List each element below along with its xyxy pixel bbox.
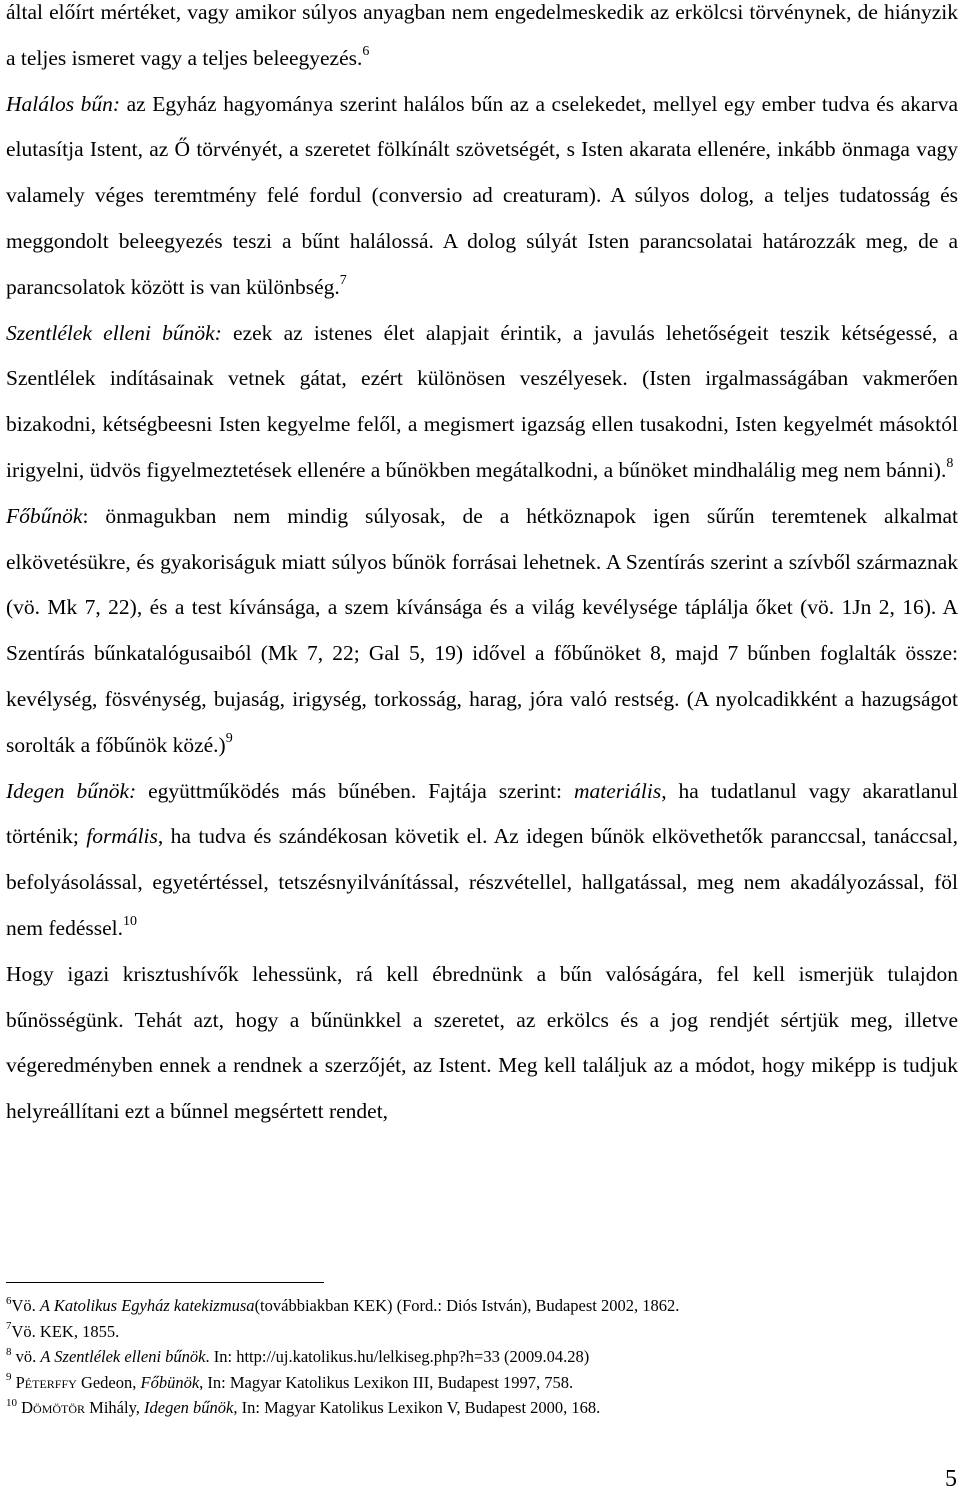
footnote-number: 8 [6,1345,12,1358]
paragraph-text: által előírt mértéket, vagy amikor súlyos anyagban nem engedelmeskedik az erkölcsi törvénynek, de hiányzik a teljes ismeret vagy a teljes beleegyezés. [6,0,958,70]
citation-title: Idegen bűnök [144,1398,234,1418]
footnote-separator [6,1282,324,1283]
page-number: 5 [945,1466,957,1492]
paragraph-sins-against-holy-spirit [6,311,958,494]
footnote-7 [6,1319,958,1345]
citation-author: Péterffy [15,1372,77,1392]
footnote-ref: 8 [946,455,954,471]
paragraph-conclusion [6,952,958,1135]
footnote-ref: 9 [225,730,233,746]
paragraph-mortal-sin [6,82,958,311]
term-heading: Főbűnök [6,503,83,528]
footnote-8 [6,1344,958,1370]
emphasis-term: formális [86,824,158,849]
emphasis-term: materiális [573,778,662,803]
paragraph-text: , ha tudva és szándékosan követik el. Az idegen bűnök elkövethetők paranccsal, tanáccsal, befolyásolással, egyetértéssel, tetszésnyilvánítással, részvétellel, hallgatással, meg nem akadályozással, föl nem fedéssel. [6,824,958,940]
footnote-text: , In: Magyar Katolikus Lexikon V, Budapest 2000, 168. [233,1398,601,1418]
footnote-text: Mihály, [85,1398,145,1418]
paragraph-text: az Egyház hagyománya szerint halálos bűn az a cselekedet, mellyel egy ember tudva és akarva elutasítja Istent, az Ő törvényét, a szeretet fölkínált szövetségét, s Isten akarata ellenére, inkább önmaga vagy valamely véges teremtmény felé fordul (conversio ad creaturam). A súlyos dolog, a teljes tudatosság és meggondolt beleegyezés teszi a bűnt halálossá. A dolog súlyát Isten parancsolatai határozzák meg, de a parancsolatok között is van különbség. [6,91,958,299]
paragraph-text: együttműködés más bűnében. Fajtája szerint: [136,778,574,803]
citation-title: A Szentlélek elleni bűnök [40,1347,206,1367]
footnote-ref: 7 [339,272,347,288]
citation-title: A Katolikus Egyház katekizmusa [39,1296,255,1315]
footnote-text: vö. [15,1347,41,1367]
footnote-ref: 6 [362,43,370,59]
paragraph-mortal-sin-intro [6,0,958,82]
term-heading: Halálos bűn: [6,91,121,116]
footnote-number: 10 [6,1396,17,1409]
footnotes [6,1293,958,1421]
footnote-number: 7 [6,1320,12,1333]
footnote-text: Vö. KEK, 1855. [11,1321,120,1341]
footnote-ref: 10 [123,913,138,929]
body-text [6,0,958,1135]
paragraph-text: : önmagukban nem mindig súlyosak, de a hétköznapok igen sűrűn teremtenek alkalmat elkövetésükre, és gyakoriságuk miatt súlyos bűnök forrásai lehetnek. A Szentírás szerint a szívből származnak (vö. Mk 7, 22), és a test kívánsága, a szem kívánsága és a világ kevélysége táplálja őket (vö. 1Jn 2, 16). A Szentírás bűnkatalógusaiból (Mk 7, 22; Gal 5, 19) idővel a főbűnöket 8, majd 7 bűnben foglalták össze: kevélység, fösvénység, bujaság, irigység, torkosság, harag, jóra való restség. (A nyolcadikként a hazugságot sorolták a főbűnök közé.) [6,503,958,757]
footnote-text: Gedeon, [76,1372,141,1392]
footnote-number: 9 [6,1371,12,1384]
footnote-6 [6,1293,958,1319]
citation-author: Dömötör [21,1398,86,1418]
footnote-text: Vö. [11,1296,40,1315]
footnote-text: (továbbiakban KEK) (Ford.: Diós István), Budapest 2002, 1862. [254,1296,680,1315]
footnote-text: . In: http://uj.katolikus.hu/lelkiseg.php?h=33 (2009.04.28) [205,1347,590,1367]
footnote-10 [6,1395,958,1421]
term-heading: Idegen bűnök: [6,778,137,803]
paragraph-text: ezek az istenes élet alapjait érintik, a javulás lehetőségeit teszik kétségessé, a Szentlélek indításainak vetnek gátat, ezért különösen veszélyesek. (Isten irgalmasságában vakmerően bizakodni, kétségbeesni Isten kegyelme felől, a megismert igazság ellen tusakodni, Isten kegyelmét másoktól irigyelni, üdvös figyelmeztetések ellenére a bűnökben megátalkodni, a bűnöket mindhalálig meg nem bánni). [6,320,958,482]
paragraph-text: Hogy igazi krisztushívők lehessünk, rá kell ébrednünk a bűn valóságára, fel kell ismerjük tulajdon bűnösségünk. Tehát azt, hogy a bűnünkkel a szeretet, az erkölcs és a jog rendjét sértjük meg, illetve végeredményben ennek a rendnek a szerzőjét, az Istent. Meg kell találjuk az a módot, hogy miképp is tudjuk helyreállítani ezt a bűnnel megsértett rendet, [6,961,958,1124]
paragraph-capital-sins [6,494,958,769]
footnote-9 [6,1370,958,1396]
citation-title: Főbünök [140,1372,200,1392]
paragraph-text: , ha tudatlanul vagy akaratlanul történik; [6,778,958,849]
footnote-text: , In: Magyar Katolikus Lexikon III, Budapest 1997, 758. [199,1372,574,1392]
footnote-number: 6 [6,1294,12,1307]
document-page [6,0,958,1418]
paragraph-foreign-sins [6,769,958,952]
term-heading: Szentlélek elleni bűnök: [6,320,222,345]
